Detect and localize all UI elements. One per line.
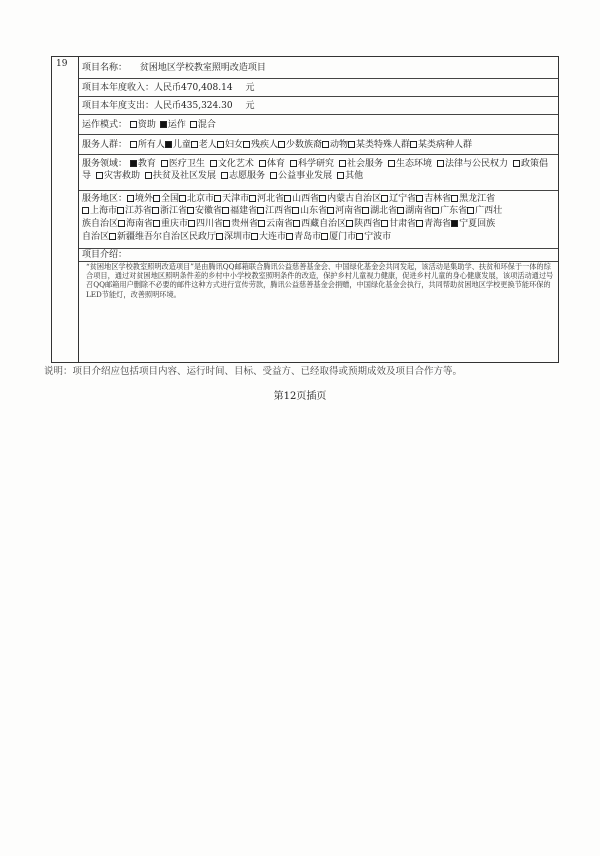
service-area-option-label: 广西壮 <box>475 206 503 216</box>
service-area-option-label: 厦门市 <box>329 232 357 242</box>
service-area-checkbox[interactable] <box>319 195 326 202</box>
service-area-option-label: 甘肃省 <box>389 219 417 229</box>
service-area-checkbox[interactable] <box>187 207 194 214</box>
service-area-checkbox[interactable] <box>381 195 388 202</box>
service-group-checkbox[interactable] <box>410 141 417 148</box>
service-area-checkbox[interactable] <box>222 207 229 214</box>
service-area-option <box>118 219 153 229</box>
service-field-option <box>437 159 508 169</box>
operation-mode-row <box>79 115 558 135</box>
service-area-checkbox[interactable] <box>346 220 353 227</box>
service-field-option-label: 医疗卫生 <box>168 159 205 169</box>
expense-row <box>79 97 558 115</box>
service-group-option <box>130 140 165 150</box>
service-group-option-label: 老人 <box>198 140 217 150</box>
operation-mode-checkbox[interactable] <box>190 121 197 128</box>
service-area-option-label: 青岛市 <box>294 232 322 242</box>
service-area-option-label: 黑龙江省 <box>459 194 496 204</box>
operation-mode-options <box>130 120 220 130</box>
service-field-option <box>130 159 156 169</box>
service-group-option-label: 儿童 <box>172 140 191 150</box>
service-field-checkbox[interactable] <box>145 172 152 179</box>
service-area-checkbox[interactable] <box>249 195 256 202</box>
service-group-option <box>243 140 278 150</box>
service-area-checkbox[interactable] <box>153 220 160 227</box>
service-group-checkbox[interactable] <box>322 141 329 148</box>
service-area-option <box>286 232 321 242</box>
service-field-option <box>388 159 432 169</box>
service-area-option <box>416 194 451 204</box>
service-area-option <box>451 219 495 229</box>
project-intro-label: 项目介绍： <box>82 250 128 260</box>
service-field-option-label: 生态环境 <box>395 159 432 169</box>
service-group-checkbox[interactable] <box>130 141 137 148</box>
operation-mode-option-label: 运作 <box>167 120 186 130</box>
service-field-option-label: 灾害救助 <box>104 171 141 181</box>
service-group-row <box>79 135 558 155</box>
expense-label: 项目本年度支出： <box>82 101 155 111</box>
service-area-option-label: 西藏自治区 <box>301 219 347 229</box>
service-area-checkbox[interactable] <box>257 207 264 214</box>
service-area-option-label: 山西省 <box>292 194 320 204</box>
service-area-option <box>397 206 432 216</box>
service-area-option <box>153 219 188 229</box>
service-area-checkbox[interactable] <box>179 195 186 202</box>
income-amount: 470,408.14 <box>181 83 233 93</box>
service-area-option <box>216 232 251 242</box>
service-area-option-label: 深圳市 <box>224 232 252 242</box>
operation-mode-checkbox[interactable] <box>130 121 137 128</box>
service-field-row <box>79 155 558 191</box>
service-area-option <box>127 194 153 204</box>
service-field-option-label: 其他 <box>345 171 364 181</box>
page-reference: 第12页插页 <box>273 391 327 402</box>
service-group-checkbox[interactable] <box>165 141 172 148</box>
service-field-option-label: 科学研究 <box>297 159 334 169</box>
service-area-checkbox[interactable] <box>416 195 423 202</box>
row-number: 19 <box>56 59 68 69</box>
service-area-option <box>284 194 319 204</box>
service-area-checkbox[interactable] <box>451 220 458 227</box>
service-area-option-label: 族自治区 <box>82 219 119 229</box>
service-area-option <box>416 219 451 229</box>
service-field-checkbox[interactable] <box>339 160 346 167</box>
service-area-option-label: 天津市 <box>222 194 250 204</box>
income-unit: 元 <box>245 83 255 93</box>
service-area-option <box>152 206 187 216</box>
service-field-checkbox[interactable] <box>513 160 520 167</box>
service-area-checkbox[interactable] <box>356 233 363 240</box>
service-area-option-label: 福建省 <box>230 206 258 216</box>
service-area-option <box>467 206 502 216</box>
service-area-option-label: 山东省 <box>300 206 328 216</box>
service-group-checkbox[interactable] <box>278 141 285 148</box>
service-field-option-label: 社会服务 <box>346 159 383 169</box>
service-area-checkbox[interactable] <box>293 220 300 227</box>
service-area-option-label: 吉林省 <box>424 194 452 204</box>
service-area-checkbox[interactable] <box>109 233 116 240</box>
project-name-row <box>79 57 558 79</box>
service-area-option <box>432 206 467 216</box>
service-area-option <box>179 194 214 204</box>
service-group-option-label: 动物 <box>329 140 348 150</box>
service-field-checkbox[interactable] <box>270 172 277 179</box>
service-group-option <box>322 140 348 150</box>
service-field-options <box>82 159 548 181</box>
income-row <box>79 79 558 97</box>
footnote: 说明：项目介绍应包括项目内容、运行时间、目标、受益方、已经取得或预期成效及项目合作方等。 <box>44 366 463 377</box>
row-number-cell <box>52 57 79 362</box>
service-group-option-label: 所有人 <box>137 140 165 150</box>
expense-currency: 人民币 <box>154 101 182 111</box>
service-area-option <box>109 232 216 242</box>
service-field-option-label: 政策倡导 <box>82 159 549 181</box>
service-field-option <box>259 159 285 169</box>
service-area-option <box>251 232 286 242</box>
operation-mode-option <box>190 120 216 130</box>
service-area-checkbox[interactable] <box>258 220 265 227</box>
service-area-option <box>319 194 381 204</box>
service-area-option-label: 自治区 <box>82 232 110 242</box>
service-area-option <box>292 206 327 216</box>
service-area-line <box>127 194 495 204</box>
service-area-line <box>82 205 558 218</box>
service-area-option-label: 重庆市 <box>161 219 189 229</box>
service-area-row <box>79 191 558 249</box>
service-area-option-label: 辽宁省 <box>389 194 417 204</box>
service-field-option <box>210 159 254 169</box>
service-field-option-label: 教育 <box>137 159 156 169</box>
service-area-checkbox[interactable] <box>327 207 334 214</box>
service-group-option <box>410 140 472 150</box>
service-area-option-label: 新疆维吾尔自治区民政厅 <box>117 232 217 242</box>
service-area-option-label: 上海市 <box>90 206 118 216</box>
service-area-checkbox[interactable] <box>251 233 258 240</box>
service-field-option-label: 文化艺术 <box>217 159 254 169</box>
service-field-checkbox[interactable] <box>96 172 103 179</box>
service-area-option <box>258 219 293 229</box>
service-group-option-label: 残疾人 <box>250 140 278 150</box>
service-area-option-label: 云南省 <box>266 219 294 229</box>
service-area-option <box>82 232 109 242</box>
service-area-option <box>293 219 346 229</box>
operation-mode-label: 运作模式： <box>82 120 128 130</box>
service-group-checkbox[interactable] <box>243 141 250 148</box>
service-area-checkbox[interactable] <box>416 220 423 227</box>
service-field-option <box>337 171 363 181</box>
service-area-checkbox[interactable] <box>216 233 223 240</box>
service-area-option-label: 内蒙古自治区 <box>327 194 382 204</box>
service-area-checkbox[interactable] <box>117 207 124 214</box>
service-field-option <box>339 159 383 169</box>
service-area-label: 服务地区： <box>82 194 128 204</box>
project-intro-row <box>79 262 558 362</box>
service-group-option <box>278 140 322 150</box>
expense-unit: 元 <box>245 101 255 111</box>
service-field-checkbox[interactable] <box>221 172 228 179</box>
project-intro-text: “贫困地区学校教室照明改造项目”是由腾讯QQ邮箱联合腾讯公益慈善基金会、中国绿化基金会共同发起，该活动是集助学、扶贫和环保于一体的综合项目，通过对贫困地区照明条件差的乡村中小学校教室照明条件的改造，保护乡村儿童视力健康，促进乡村儿童的身心健康发展，该项活动通过号召QQ邮箱用户删除不必要的邮件这种方式进行宣传劳款，腾讯公益慈善基金会捐赠，中国绿化基金会执行，共同帮助贫困地区学校更换节能环保的LED节能灯，改善照明环境。 <box>86 262 554 299</box>
service-area-option <box>249 194 284 204</box>
service-area-option <box>257 206 292 216</box>
service-field-checkbox[interactable] <box>130 160 137 167</box>
service-area-line <box>82 231 558 244</box>
service-group-options <box>130 140 472 150</box>
operation-mode-option-label: 混合 <box>197 120 216 130</box>
service-area-option <box>381 219 416 229</box>
service-area-option <box>346 219 381 229</box>
service-area-option-label: 宁夏回族 <box>459 219 496 229</box>
service-area-option-label: 贵州省 <box>231 219 259 229</box>
project-name-value: 贫困地区学校教室照明改造项目 <box>139 63 266 73</box>
service-area-option-label: 青海省 <box>424 219 452 229</box>
service-area-option-label: 江西省 <box>265 206 293 216</box>
service-area-line <box>82 218 558 231</box>
service-field-checkbox[interactable] <box>337 172 344 179</box>
operation-mode-option <box>160 120 186 130</box>
service-area-option <box>451 194 495 204</box>
service-field-checkbox[interactable] <box>161 160 168 167</box>
income-currency: 人民币 <box>154 83 182 93</box>
service-group-checkbox[interactable] <box>348 141 355 148</box>
service-field-label: 服务领域： <box>82 159 128 169</box>
service-area-option <box>222 206 257 216</box>
operation-mode-option-label: 资助 <box>137 120 156 130</box>
service-area-option <box>117 206 152 216</box>
service-area-checkbox[interactable] <box>152 207 159 214</box>
service-area-option <box>327 206 362 216</box>
service-area-option-label: 境外 <box>135 194 154 204</box>
service-area-checkbox[interactable] <box>118 220 125 227</box>
service-area-checkbox[interactable] <box>127 195 134 202</box>
expense-amount: 435,324.30 <box>181 101 233 111</box>
service-area-checkbox[interactable] <box>223 220 230 227</box>
service-field-option <box>161 159 205 169</box>
project-intro-label-row <box>79 249 558 262</box>
service-area-checkbox[interactable] <box>381 220 388 227</box>
service-area-option <box>187 206 222 216</box>
service-field-checkbox[interactable] <box>290 160 297 167</box>
service-area-option-label: 浙江省 <box>160 206 188 216</box>
service-area-option <box>82 206 117 216</box>
service-group-option <box>348 140 410 150</box>
service-area-option <box>356 232 391 242</box>
service-field-checkbox[interactable] <box>388 160 395 167</box>
service-area-option-label: 大连市 <box>259 232 287 242</box>
service-area-option <box>362 206 397 216</box>
service-area-option <box>381 194 416 204</box>
service-area-option <box>153 194 179 204</box>
service-area-checkbox[interactable] <box>467 207 474 214</box>
operation-mode-option <box>130 120 156 130</box>
service-area-checkbox[interactable] <box>362 207 369 214</box>
service-area-checkbox[interactable] <box>286 233 293 240</box>
project-fields <box>79 57 558 362</box>
service-field-checkbox[interactable] <box>259 160 266 167</box>
service-group-option-label: 某类特殊人群 <box>356 140 411 150</box>
service-area-checkbox[interactable] <box>432 207 439 214</box>
service-area-option-label: 安徽省 <box>195 206 223 216</box>
service-field-option <box>270 171 332 181</box>
service-field-option <box>221 171 265 181</box>
service-field-option-label: 志愿服务 <box>229 171 266 181</box>
service-area-option-label: 北京市 <box>187 194 215 204</box>
service-area-option-label: 河北省 <box>257 194 285 204</box>
service-area-option-label: 湖北省 <box>370 206 398 216</box>
service-field-option-label: 法律与公民权力 <box>445 159 509 169</box>
service-area-options <box>82 194 558 244</box>
operation-mode-checkbox[interactable] <box>160 121 167 128</box>
service-field-option-label: 公益事业发展 <box>278 171 333 181</box>
service-area-option <box>214 194 249 204</box>
service-group-option <box>217 140 243 150</box>
service-area-option-label: 海南省 <box>126 219 154 229</box>
service-area-option <box>82 219 118 229</box>
service-group-option-label: 某类病种人群 <box>418 140 473 150</box>
service-area-checkbox[interactable] <box>82 207 89 214</box>
service-area-checkbox[interactable] <box>451 195 458 202</box>
service-field-option <box>290 159 334 169</box>
service-group-option-label: 少数族裔 <box>285 140 322 150</box>
service-area-option-label: 河南省 <box>335 206 363 216</box>
service-group-label: 服务人群： <box>82 140 128 150</box>
service-group-option <box>165 140 191 150</box>
income-label: 项目本年度收入： <box>82 83 155 93</box>
service-field-option-label: 体育 <box>266 159 285 169</box>
service-area-option <box>188 219 223 229</box>
service-area-checkbox[interactable] <box>321 233 328 240</box>
service-area-option-label: 四川省 <box>196 219 224 229</box>
service-field-option-label: 扶贫及社区发展 <box>153 171 217 181</box>
service-group-option <box>191 140 217 150</box>
service-area-checkbox[interactable] <box>153 195 160 202</box>
service-area-option <box>223 219 258 229</box>
service-area-option-label: 全国 <box>161 194 180 204</box>
service-group-option-label: 妇女 <box>224 140 243 150</box>
service-area-option-label: 湖南省 <box>405 206 433 216</box>
service-area-option-label: 陕西省 <box>354 219 382 229</box>
service-area-option <box>321 232 356 242</box>
service-field-option <box>145 171 216 181</box>
service-area-checkbox[interactable] <box>292 207 299 214</box>
project-table <box>51 56 559 363</box>
service-area-checkbox[interactable] <box>397 207 404 214</box>
service-group-checkbox[interactable] <box>217 141 224 148</box>
service-group-checkbox[interactable] <box>191 141 198 148</box>
service-area-checkbox[interactable] <box>188 220 195 227</box>
service-field-option <box>96 171 140 181</box>
service-field-checkbox[interactable] <box>437 160 444 167</box>
service-area-option-label: 宁波市 <box>364 232 392 242</box>
service-area-option-label: 广东省 <box>440 206 468 216</box>
service-area-option-label: 江苏省 <box>125 206 153 216</box>
service-area-checkbox[interactable] <box>284 195 291 202</box>
service-field-checkbox[interactable] <box>210 160 217 167</box>
project-name-label: 项目名称： <box>82 63 128 73</box>
service-area-checkbox[interactable] <box>214 195 221 202</box>
